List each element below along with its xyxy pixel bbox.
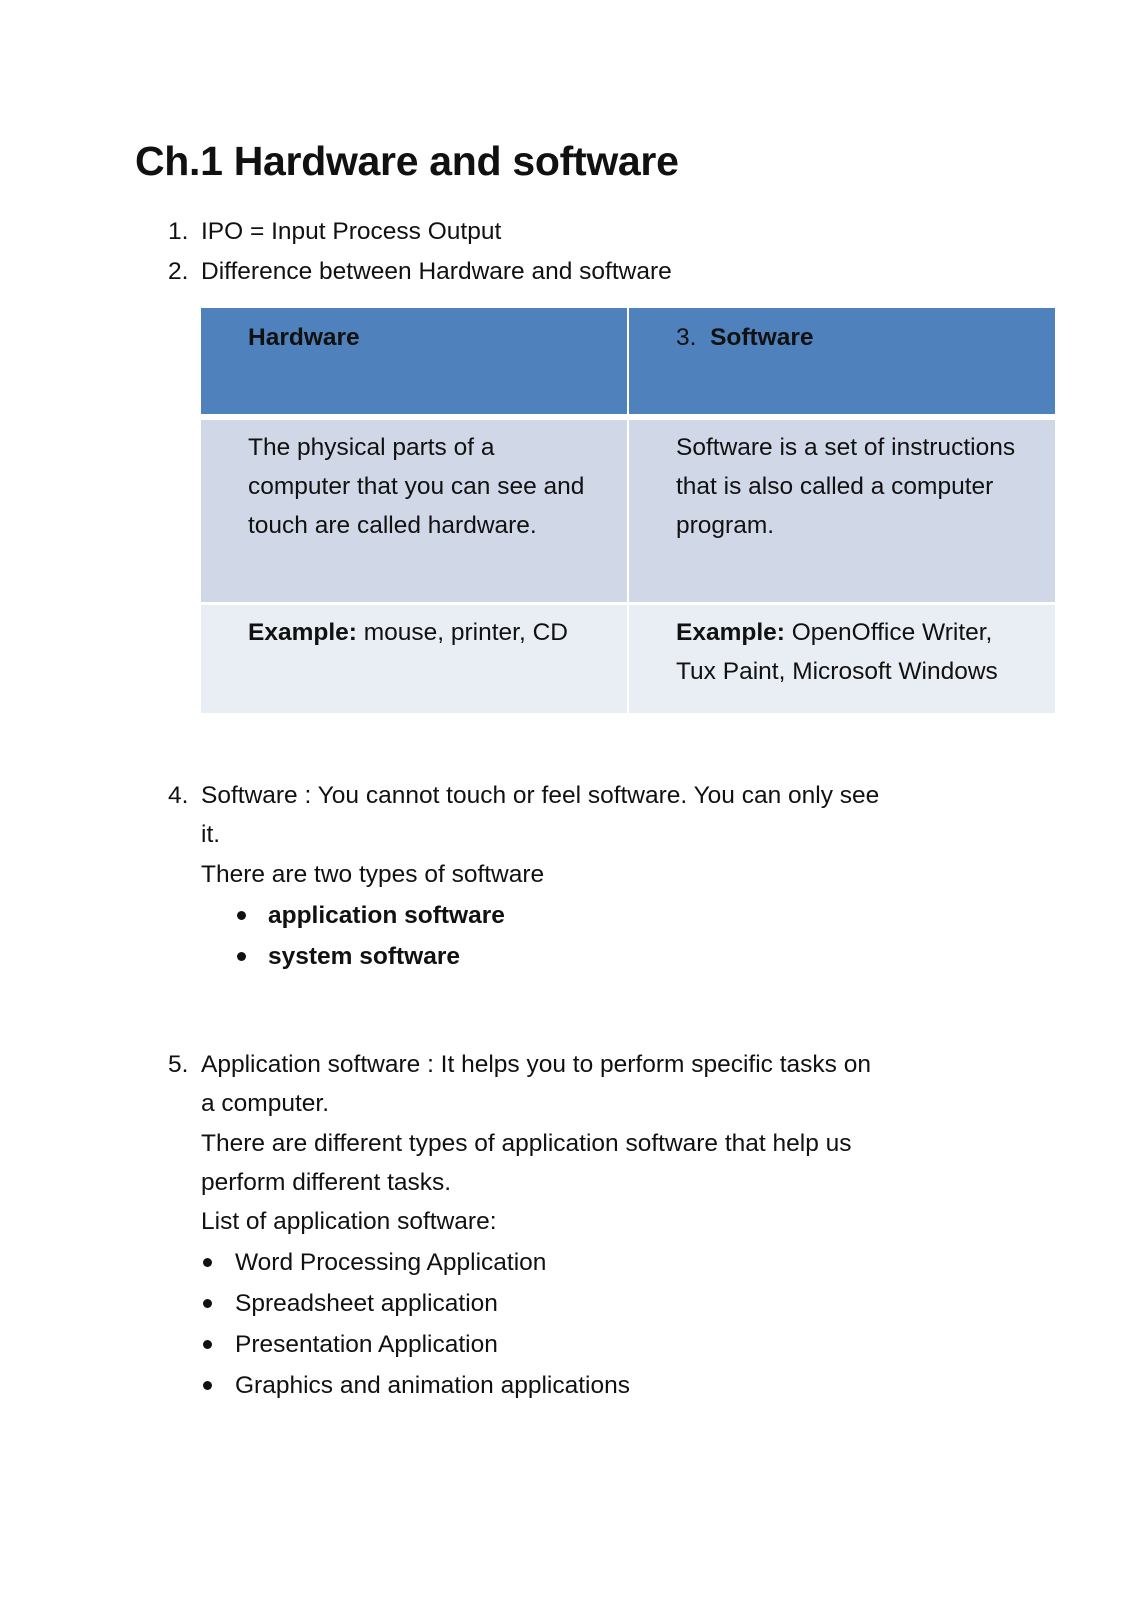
header-hardware: Hardware bbox=[201, 308, 628, 417]
bullet-icon bbox=[237, 911, 246, 920]
list-number: 2. bbox=[168, 258, 189, 285]
table-header-row bbox=[201, 308, 1055, 417]
comparison-table bbox=[201, 308, 1055, 713]
example-text: OpenOffice Writer, bbox=[784, 618, 993, 646]
app-list-item: Word Processing Application bbox=[235, 1249, 547, 1276]
list-text: There are different types of application software that help us bbox=[201, 1130, 852, 1157]
example-label: Example: bbox=[248, 618, 357, 646]
list-text: perform different tasks. bbox=[201, 1169, 452, 1196]
table-row bbox=[201, 603, 1055, 713]
list-number: 1. bbox=[168, 218, 189, 245]
list-text: There are two types of software bbox=[201, 861, 545, 888]
bullet-icon bbox=[237, 952, 246, 961]
list-text: Application software : It helps you to perform specific tasks on bbox=[201, 1051, 871, 1078]
header-software bbox=[628, 308, 1055, 417]
list-text: IPO = Input Process Output bbox=[201, 218, 502, 245]
example-label: Example: bbox=[676, 618, 785, 646]
list-text: a computer. bbox=[201, 1090, 330, 1117]
software-type: application software bbox=[268, 902, 505, 929]
bullet-icon bbox=[203, 1299, 212, 1308]
app-list-item: Spreadsheet application bbox=[235, 1290, 498, 1317]
header-software-label: Software bbox=[710, 324, 814, 351]
app-list-item: Graphics and animation applications bbox=[235, 1372, 630, 1399]
list-text: it. bbox=[201, 821, 221, 848]
bullet-icon bbox=[203, 1381, 212, 1390]
list-text: Difference between Hardware and software bbox=[201, 258, 672, 285]
list-text: List of application software: bbox=[201, 1208, 497, 1235]
table-row bbox=[201, 417, 1055, 603]
software-examples bbox=[628, 603, 1055, 713]
hardware-definition: The physical parts of a computer that you can see and touch are called hardware. bbox=[201, 417, 628, 603]
header-number: 3. bbox=[676, 324, 697, 351]
example-text: Tux Paint, Microsoft Windows bbox=[676, 657, 998, 685]
bullet-icon bbox=[203, 1340, 212, 1349]
example-text: mouse, printer, CD bbox=[356, 618, 568, 646]
app-list-item: Presentation Application bbox=[235, 1331, 498, 1358]
list-number: 5. bbox=[168, 1051, 189, 1078]
list-text: Software : You cannot touch or feel software. You can only see bbox=[201, 782, 880, 809]
software-type: system software bbox=[268, 943, 461, 970]
hardware-examples bbox=[201, 603, 628, 713]
list-number: 4. bbox=[168, 782, 189, 809]
software-definition: Software is a set of instructions that is also called a computer program. bbox=[628, 417, 1055, 603]
bullet-icon bbox=[203, 1258, 212, 1267]
page-title: Ch.1 Hardware and software bbox=[135, 138, 679, 184]
